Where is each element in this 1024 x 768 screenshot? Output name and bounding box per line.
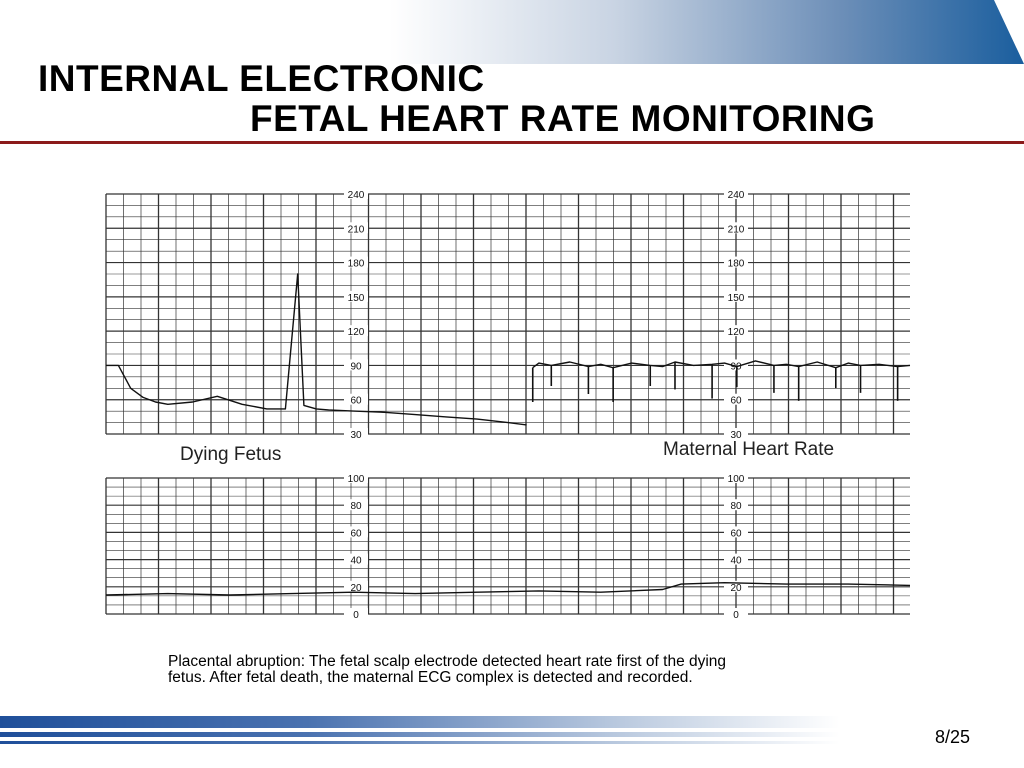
- y-tick-label: 80: [350, 501, 362, 513]
- y-tick-label: 20: [730, 582, 742, 594]
- y-tick-label: 0: [733, 610, 739, 621]
- y-tick-label: 210: [347, 224, 365, 236]
- tracing-svg: [100, 182, 916, 622]
- y-tick-label: 20: [350, 582, 362, 594]
- y-tick-label: 120: [727, 327, 745, 339]
- title-underline: [0, 141, 1024, 144]
- annotation-maternal-heart-rate: Maternal Heart Rate: [663, 439, 835, 460]
- footer-band: [0, 716, 1024, 752]
- y-tick-label: 120: [347, 327, 365, 339]
- y-tick-label: 60: [730, 395, 742, 407]
- slide-title-line2: FETAL HEART RATE MONITORING: [250, 98, 876, 139]
- slide-title-line1: INTERNAL ELECTRONIC: [38, 58, 485, 99]
- y-tick-label: 240: [347, 190, 365, 201]
- caption-line-2: fetus. After fetal death, the maternal ECG complex is detected and recorded.: [168, 669, 693, 686]
- footer-stripe-2: [0, 732, 1024, 737]
- y-tick-label: 40: [350, 555, 362, 567]
- y-tick-label: 180: [347, 258, 365, 270]
- y-tick-label: 100: [347, 474, 365, 485]
- y-tick-label: 0: [353, 610, 359, 621]
- header-band: [0, 0, 1024, 64]
- paper-background: [100, 182, 916, 622]
- caption-line-1: Placental abruption: The fetal scalp electrode detected heart rate first of the dying: [168, 653, 727, 670]
- figure-caption: [168, 654, 868, 686]
- y-tick-label: 210: [727, 224, 745, 236]
- y-tick-label: 150: [347, 292, 365, 304]
- y-tick-label: 40: [730, 555, 742, 567]
- footer-stripe-3: [0, 741, 1024, 744]
- y-tick-label: 60: [730, 528, 742, 540]
- y-tick-label: 90: [350, 361, 362, 373]
- fhr-tracing-chart: [100, 182, 916, 622]
- y-tick-label: 30: [730, 430, 742, 441]
- header-notch: [994, 0, 1024, 64]
- y-tick-label: 80: [730, 501, 742, 513]
- page-number: 8/25: [935, 727, 971, 747]
- footer-stripe-1: [0, 716, 1024, 728]
- y-tick-label: 100: [727, 474, 745, 485]
- y-tick-label: 150: [727, 292, 745, 304]
- y-tick-label: 240: [727, 190, 745, 201]
- y-tick-label: 60: [350, 395, 362, 407]
- y-tick-label: 30: [350, 430, 362, 441]
- annotation-dying-fetus: Dying Fetus: [180, 444, 282, 465]
- y-tick-label: 90: [730, 361, 742, 373]
- y-tick-label: 60: [350, 528, 362, 540]
- y-tick-label: 180: [727, 258, 745, 270]
